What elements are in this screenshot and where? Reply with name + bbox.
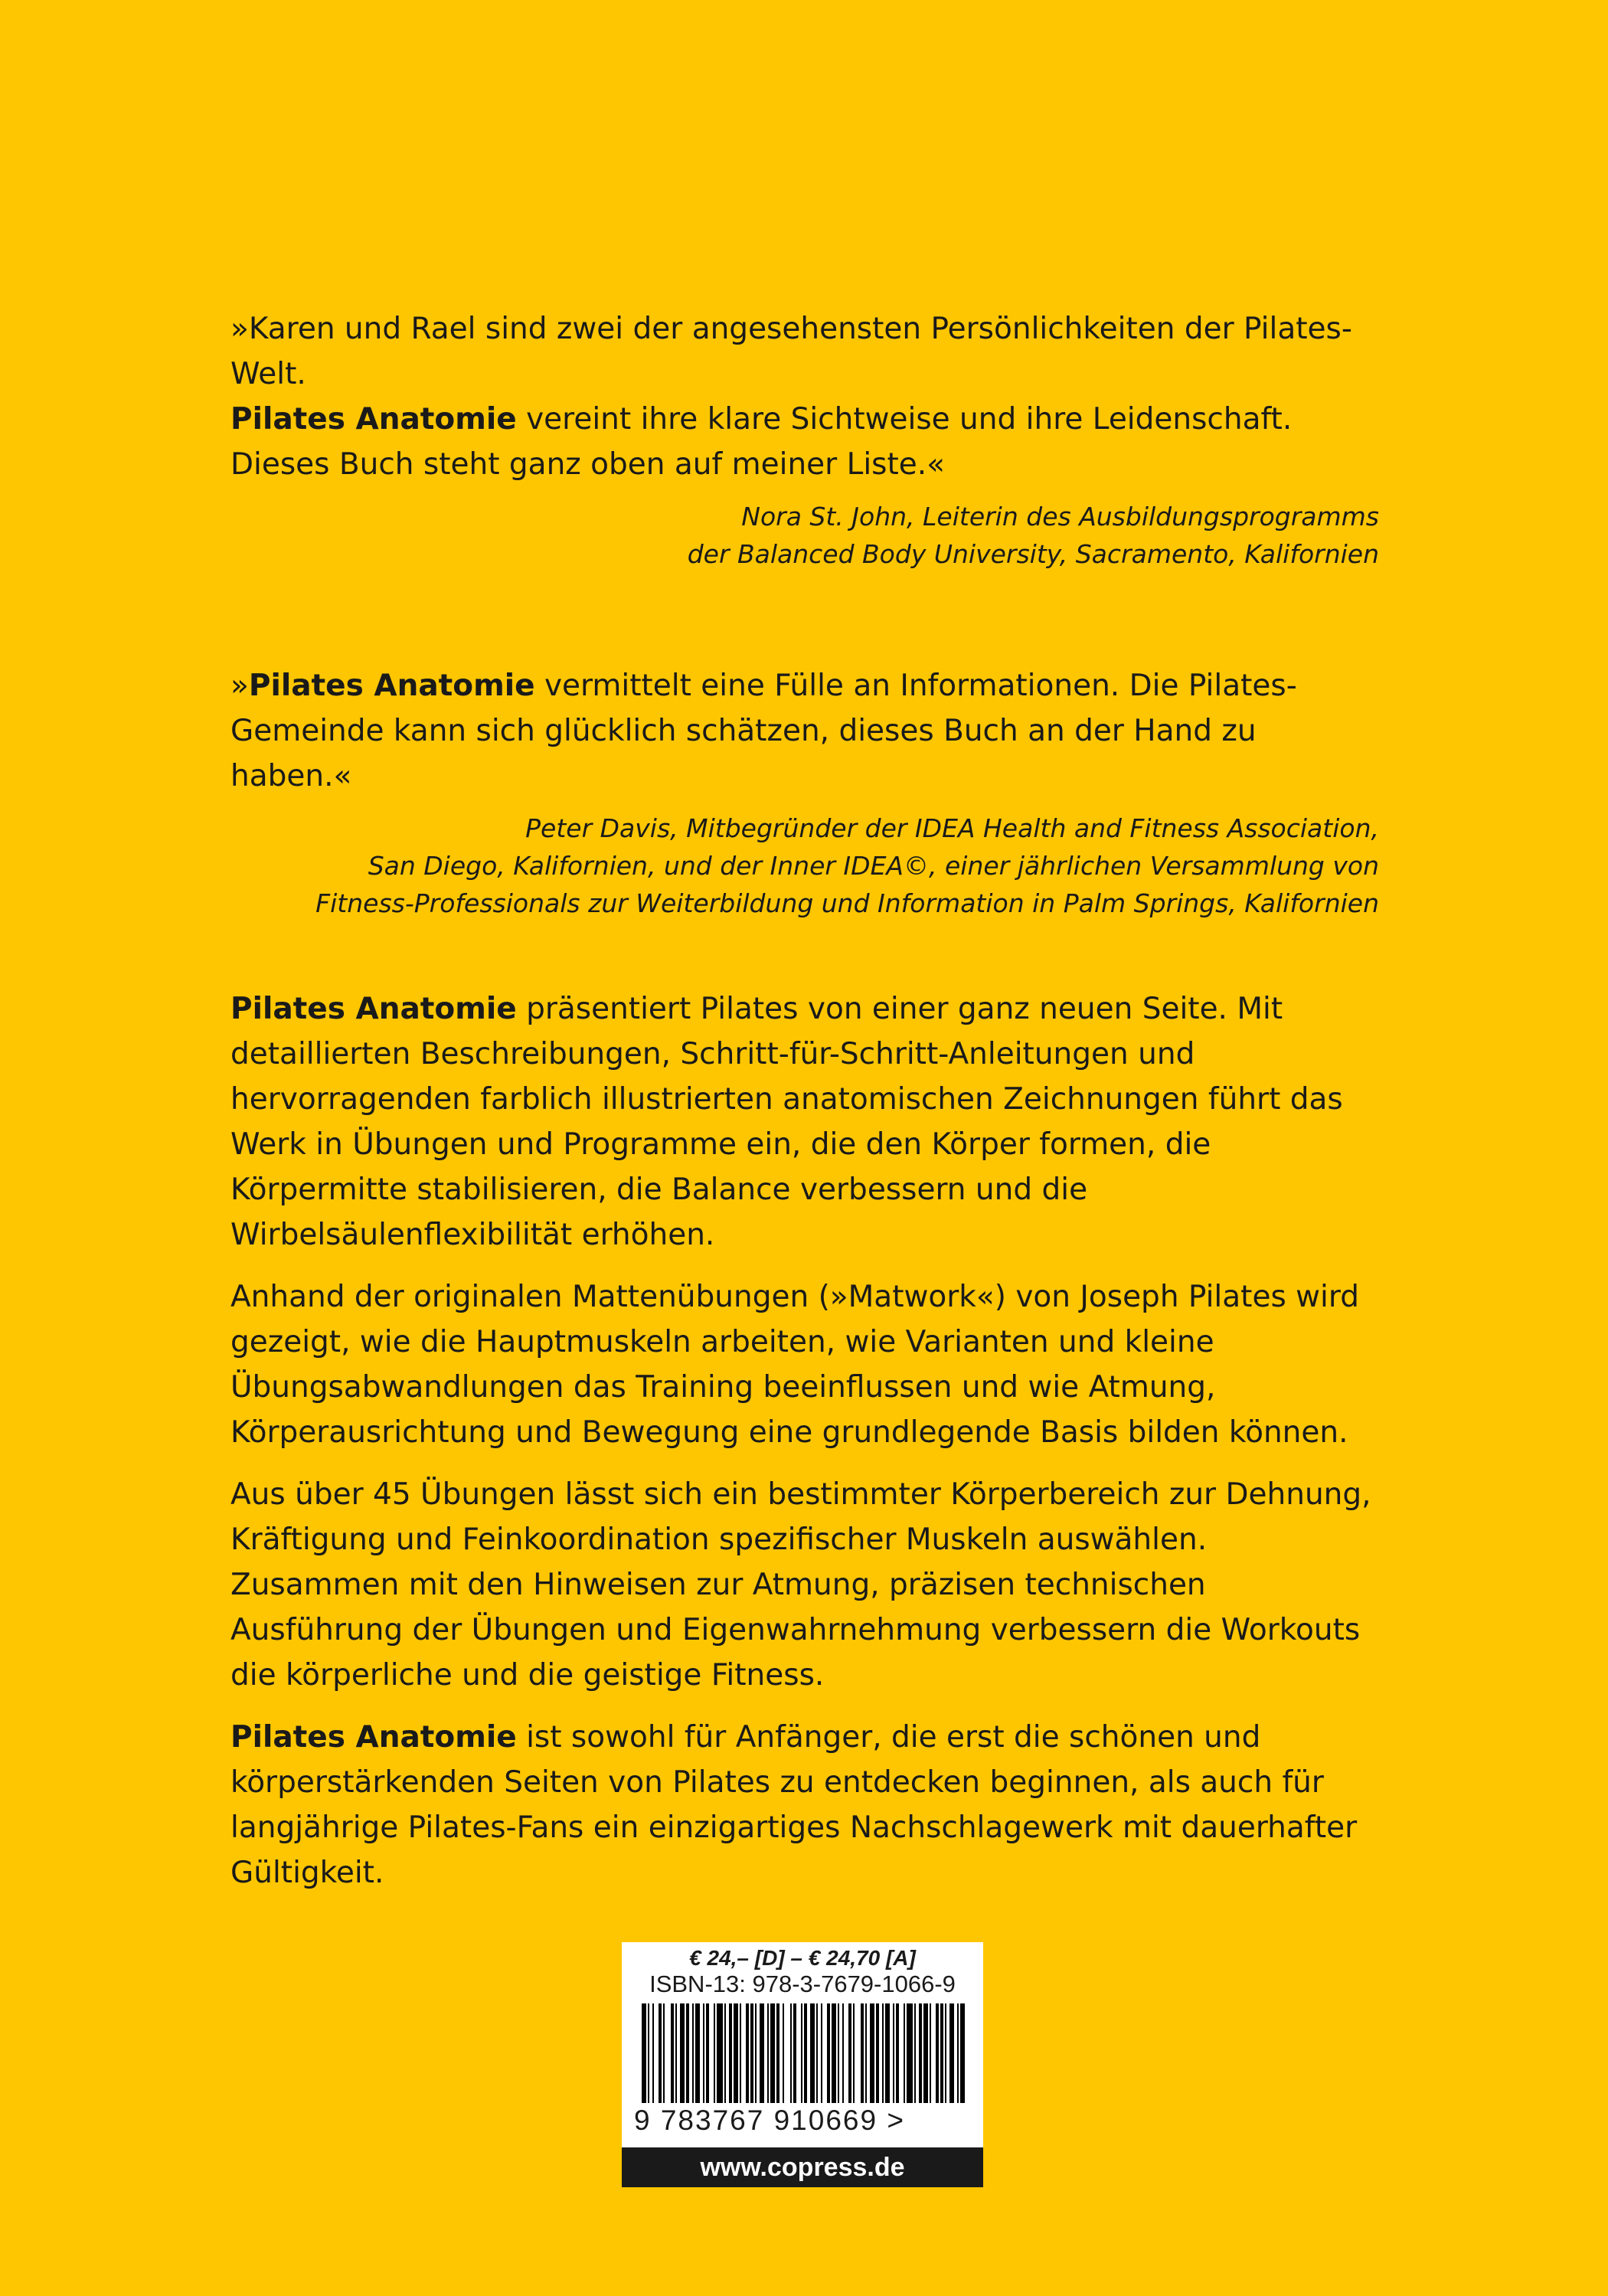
description-paragraph: Pilates Anatomie ist sowohl für Anfänger, die erst die schönen und körperstärkenden Seiten von Pilates zu entdecken beginnen, als auch für langjährige Pilates-Fans ein einzigartiges Nachschlagewerk mit dauerhafter Gültigkeit.: [230, 1720, 1358, 1890]
quote-text: »Karen und Rael sind zwei der angesehensten Persönlichkeiten der Pilates-Welt. Pilates Anatomie vereint ihre klare Sichtweise und ihre Leidenschaft. Dieses Buch steht ganz oben auf meiner Liste.«: [230, 312, 1352, 482]
description-paragraph: Pilates Anatomie präsentiert Pilates von einer ganz neuen Seite. Mit detaillierten Beschreibungen, Schritt-für-Schritt-Anleitungen und hervorragenden farblich illustrierten anatomischen Zeichnungen führt das Werk in Übungen und Programme ein, die den Körper formen, die Körpermitte stabilisieren, die Balance verbessern und die Wirbelsäulenflexibilität erhöhen.: [230, 992, 1343, 1252]
book-title-bold: Pilates Anatomie: [230, 402, 517, 437]
description: [230, 986, 1379, 1912]
quote-text: »Pilates Anatomie vermittelt eine Fülle an Informationen. Die Pilates-Gemeinde kann sich glücklich schätzen, dieses Buch an der Hand zu haben.«: [230, 669, 1297, 793]
quote-attribution: Peter Davis, Mitbegründer der IDEA Health and Fitness Association, San Diego, Kalifornien, und der Inner IDEA©, einer jährlichen Versammlung von Fitness-Professionals zur Weiterbildung und Information in Palm Springs, Kalifornien: [315, 813, 1379, 918]
barcode-box: [622, 1942, 983, 2187]
quote-nora: [230, 306, 1379, 573]
price-label: € 24,– [D] – € 24,70 [A]: [689, 1946, 916, 1970]
quote-peter: [230, 663, 1379, 922]
description-paragraph: Anhand der originalen Mattenübungen (»Matwork«) von Joseph Pilates wird gezeigt, wie die Hauptmuskeln arbeiten, wie Varianten und kleine Übungsabwandlungen das Training beeinflussen und wie Atmung, Körperausrichtung und Bewegung eine grundlegende Basis bilden können.: [230, 1280, 1360, 1450]
book-title-bold: Pilates Anatomie: [248, 669, 535, 703]
isbn-label: ISBN-13: 978-3-7679-1066-9: [649, 1971, 956, 1997]
quote-attribution: Nora St. John, Leiterin des Ausbildungsprogramms der Balanced Body University, Sacramento, Kalifornien: [687, 502, 1379, 569]
barcode-image: [637, 2003, 968, 2108]
publisher-url[interactable]: www.copress.de: [622, 2147, 983, 2187]
barcode-digits: 9 783767 910669 >: [634, 2105, 905, 2136]
description-paragraph: Aus über 45 Übungen lässt sich ein bestimmter Körperbereich zur Dehnung, Kräftigung und Feinkoordination spezifischer Muskeln auswählen. Zusammen mit den Hinweisen zur Atmung, präzisen technischen Ausführung der Übungen und Eigenwahrnehmung verbessern die Workouts die körperliche und die geistige Fitness.: [230, 1477, 1371, 1693]
